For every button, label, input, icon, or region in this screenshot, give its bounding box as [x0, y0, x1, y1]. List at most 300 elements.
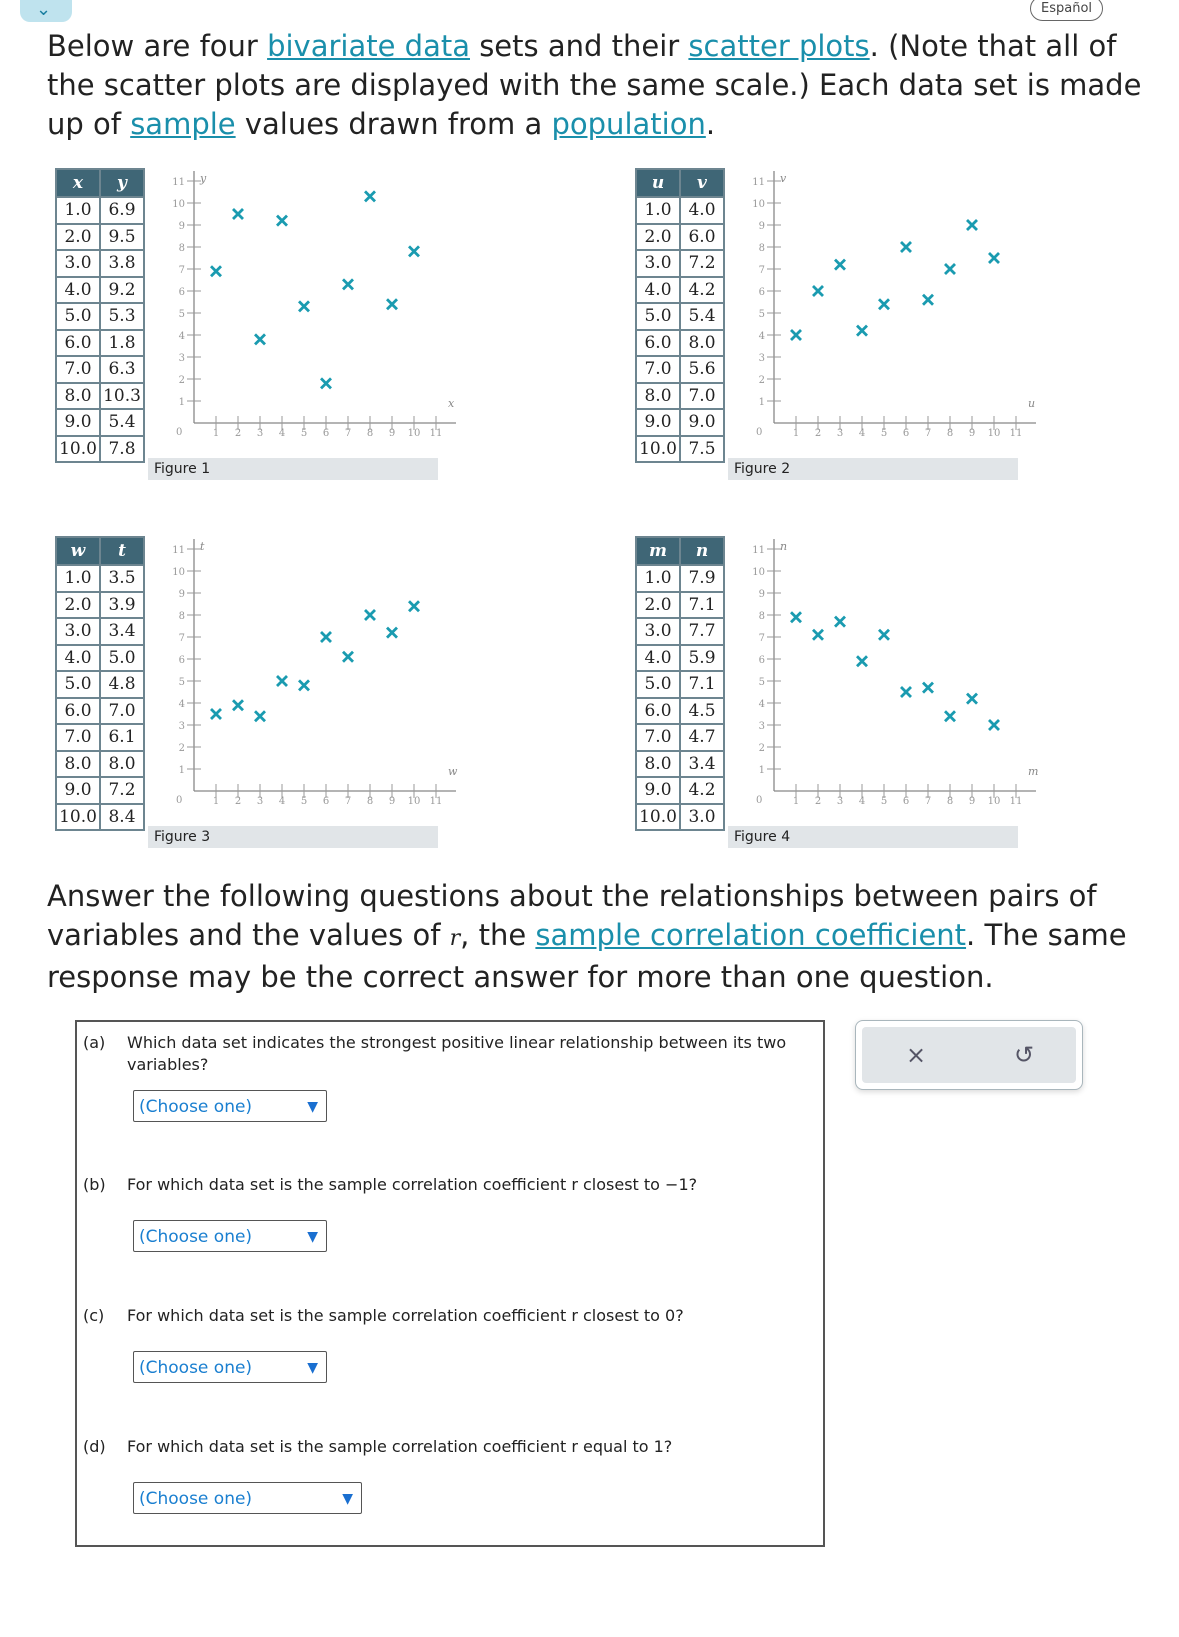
dropdown-arrow-icon: ▼ — [307, 1360, 318, 1376]
table-row — [636, 303, 724, 330]
x-tick-label: 6 — [902, 428, 910, 439]
cell-x: 6.0 — [636, 330, 680, 357]
table-row — [636, 777, 724, 804]
cell-x: 3.0 — [56, 618, 100, 645]
cell-x: 9.0 — [56, 777, 100, 804]
answer-c-select[interactable] — [133, 1351, 327, 1383]
data-point — [277, 676, 287, 686]
cell-x: 8.0 — [56, 383, 100, 410]
figure-label: Figure 3 — [148, 826, 438, 848]
cell-x: 9.0 — [636, 777, 680, 804]
answer-d-select[interactable] — [133, 1482, 362, 1514]
cell-y: 7.5 — [680, 436, 724, 463]
question-label: (d) — [83, 1437, 106, 1456]
x-tick-label: 3 — [836, 796, 844, 807]
x-tick-label: 5 — [300, 428, 308, 439]
data-point — [277, 216, 287, 226]
cell-y: 9.0 — [680, 409, 724, 436]
cell-x: 2.0 — [56, 592, 100, 619]
y-tick-label: 4 — [178, 699, 185, 710]
intro-text-2: sets and their — [469, 29, 689, 63]
x-tick-label: 11 — [1009, 796, 1023, 807]
cell-y: 9.5 — [100, 224, 144, 251]
x-tick-label: 11 — [429, 428, 443, 439]
cell-x: 10.0 — [636, 804, 680, 831]
cell-y: 4.8 — [100, 671, 144, 698]
cell-x: 10.0 — [56, 804, 100, 831]
x-tick-label: 10 — [987, 428, 1001, 439]
table-header — [636, 537, 724, 565]
figure-label: Figure 1 — [148, 458, 438, 480]
data-point — [211, 266, 221, 276]
cell-x: 1.0 — [636, 197, 680, 224]
data-table-2 — [635, 168, 725, 463]
cell-y: 7.0 — [680, 383, 724, 410]
cell-x: 4.0 — [636, 277, 680, 304]
y-tick-label: 5 — [758, 309, 765, 320]
instructions-text-2: , the — [460, 918, 536, 952]
y-tick-label: 6 — [758, 287, 765, 298]
y-tick-label: 10 — [172, 567, 185, 578]
x-axis-label: w — [448, 765, 458, 778]
x-tick-label: 4 — [278, 428, 286, 439]
table-row — [56, 436, 144, 463]
cell-y: 6.9 — [100, 197, 144, 224]
y-tick-label: 11 — [172, 177, 185, 188]
y-tick-label: 2 — [758, 375, 765, 386]
table-header — [636, 169, 724, 197]
x-tick-label: 8 — [946, 796, 954, 807]
data-point — [299, 680, 309, 690]
bivariate-data-link[interactable]: bivariate data — [267, 29, 470, 63]
column-header: m — [636, 537, 680, 565]
cell-y: 3.0 — [680, 804, 724, 831]
cell-y: 1.8 — [100, 330, 144, 357]
cell-x: 8.0 — [636, 383, 680, 410]
y-tick-label: 10 — [752, 199, 765, 210]
cell-y: 7.7 — [680, 618, 724, 645]
question-label: (a) — [83, 1033, 106, 1052]
y-tick-label: 11 — [752, 177, 765, 188]
table-row — [56, 224, 144, 251]
table-row — [56, 565, 144, 592]
x-tick-label: 9 — [388, 796, 396, 807]
x-axis-label: u — [1028, 397, 1036, 410]
table-row — [56, 303, 144, 330]
cell-x: 3.0 — [636, 250, 680, 277]
instructions-text-1: Answer the following questions about the relationships between pairs of variables and the values of — [47, 879, 1097, 952]
table-row — [56, 777, 144, 804]
cell-x: 6.0 — [56, 330, 100, 357]
x-tick-label: 1 — [212, 428, 220, 439]
column-header: t — [100, 537, 144, 565]
data-point — [255, 334, 265, 344]
data-point — [321, 632, 331, 642]
table-row — [56, 618, 144, 645]
y-tick-label: 7 — [178, 633, 185, 644]
dropdown-arrow-icon: ▼ — [307, 1099, 318, 1115]
x-tick-label: 2 — [234, 796, 242, 807]
chevron-down-icon: ⌄ — [36, 0, 52, 20]
cell-x: 6.0 — [636, 698, 680, 725]
cell-y: 5.6 — [680, 356, 724, 383]
table-row — [636, 671, 724, 698]
y-tick-label: 11 — [752, 545, 765, 556]
clear-button[interactable]: × — [906, 1041, 927, 1069]
data-point — [857, 656, 867, 666]
instructions — [47, 877, 1167, 997]
y-tick-label: 9 — [758, 589, 765, 600]
table-row — [636, 698, 724, 725]
cell-x: 5.0 — [56, 671, 100, 698]
data-point — [967, 220, 977, 230]
cell-x: 9.0 — [56, 409, 100, 436]
data-point — [791, 612, 801, 622]
collapse-button[interactable] — [20, 0, 72, 22]
data-point — [365, 191, 375, 201]
intro-text-1: Below are four — [47, 29, 268, 63]
x-tick-label: 4 — [278, 796, 286, 807]
x-tick-label: 11 — [1009, 428, 1023, 439]
instructions-text-3: . The same response may be the correct answer for more than one question. — [47, 918, 1127, 994]
y-tick-label: 9 — [178, 221, 185, 232]
table-row — [56, 383, 144, 410]
data-point — [211, 709, 221, 719]
data-point — [343, 652, 353, 662]
cell-y: 4.2 — [680, 777, 724, 804]
table-row — [636, 330, 724, 357]
intro-text-5: . — [705, 107, 716, 141]
figure-label: Figure 2 — [728, 458, 1018, 480]
table-row — [56, 409, 144, 436]
cell-y: 3.9 — [100, 592, 144, 619]
table-row — [56, 671, 144, 698]
data-point — [923, 683, 933, 693]
table-row — [636, 356, 724, 383]
answer-a-select[interactable] — [133, 1090, 327, 1122]
population-link[interactable]: population — [551, 107, 706, 141]
table-row — [56, 250, 144, 277]
y-tick-label: 10 — [172, 199, 185, 210]
y-tick-label: 3 — [758, 353, 765, 364]
y-tick-label: 9 — [758, 221, 765, 232]
data-point — [945, 711, 955, 721]
cell-x: 7.0 — [636, 356, 680, 383]
dropdown-arrow-icon: ▼ — [342, 1491, 353, 1507]
scatter-plot-1 — [150, 170, 455, 450]
cell-y: 7.8 — [100, 436, 144, 463]
data-point — [813, 630, 823, 640]
cell-y: 6.1 — [100, 724, 144, 751]
table-row — [56, 330, 144, 357]
table-row — [636, 724, 724, 751]
scatter-plots-link[interactable]: scatter plots — [688, 29, 870, 63]
cell-y: 5.0 — [100, 645, 144, 672]
y-tick-label: 10 — [752, 567, 765, 578]
r-symbol: r — [449, 926, 461, 951]
cell-x: 1.0 — [636, 565, 680, 592]
data-point — [387, 628, 397, 638]
data-point — [879, 299, 889, 309]
y-axis-label: v — [780, 172, 787, 185]
column-header: w — [56, 537, 100, 565]
y-axis-label: t — [200, 540, 205, 553]
data-table-4 — [635, 536, 725, 831]
x-tick-label: 1 — [792, 428, 800, 439]
cell-y: 7.2 — [680, 250, 724, 277]
table-row — [636, 250, 724, 277]
question-text: For which data set is the sample correlation coefficient r closest to 0? — [127, 1306, 684, 1325]
x-tick-label: 3 — [256, 796, 264, 807]
scatter-plot-2 — [730, 170, 1036, 450]
table-row — [636, 383, 724, 410]
cell-x: 6.0 — [56, 698, 100, 725]
y-tick-label: 6 — [178, 287, 185, 298]
y-tick-label: 1 — [178, 765, 185, 776]
cell-x: 1.0 — [56, 197, 100, 224]
select-value: (Choose one) — [139, 1097, 253, 1117]
y-tick-label: 6 — [178, 655, 185, 666]
data-point — [343, 279, 353, 289]
cell-y: 3.4 — [680, 751, 724, 778]
y-tick-label: 8 — [758, 243, 765, 254]
cell-y: 10.3 — [100, 383, 144, 410]
data-point — [879, 630, 889, 640]
question-label: (c) — [83, 1306, 105, 1325]
cell-x: 8.0 — [636, 751, 680, 778]
question-label: (b) — [83, 1175, 106, 1194]
y-tick-label: 8 — [178, 611, 185, 622]
table-row — [636, 804, 724, 831]
undo-button[interactable]: ↺ — [1014, 1041, 1035, 1069]
select-value: (Choose one) — [139, 1489, 253, 1509]
cell-y: 6.0 — [680, 224, 724, 251]
data-table-3 — [55, 536, 145, 831]
cell-x: 8.0 — [56, 751, 100, 778]
question-text: Which data set indicates the strongest positive linear relationship between its two variables? — [127, 1033, 787, 1074]
language-button[interactable]: Español — [1030, 0, 1103, 21]
data-point — [791, 330, 801, 340]
data-point — [901, 242, 911, 252]
y-tick-label: 4 — [758, 331, 765, 342]
table-row — [636, 618, 724, 645]
table-row — [56, 724, 144, 751]
answer-b-select[interactable] — [133, 1220, 327, 1252]
column-header: y — [100, 169, 144, 197]
cell-y: 7.1 — [680, 592, 724, 619]
cell-y: 4.5 — [680, 698, 724, 725]
column-header: x — [56, 169, 100, 197]
data-point — [901, 687, 911, 697]
sample-link[interactable]: sample — [130, 107, 236, 141]
tick-label-origin: 0 — [756, 795, 763, 806]
y-tick-label: 5 — [178, 309, 185, 320]
y-tick-label: 6 — [758, 655, 765, 666]
x-tick-label: 5 — [880, 428, 888, 439]
cell-y: 5.9 — [680, 645, 724, 672]
table-row — [636, 277, 724, 304]
data-table-1 — [55, 168, 145, 463]
y-tick-label: 5 — [178, 677, 185, 688]
cell-x: 1.0 — [56, 565, 100, 592]
table-row — [636, 565, 724, 592]
y-tick-label: 8 — [178, 243, 185, 254]
data-point — [989, 720, 999, 730]
table-row — [56, 197, 144, 224]
y-tick-label: 1 — [758, 397, 765, 408]
sample-correlation-coefficient-link[interactable]: sample correlation coefficient — [535, 918, 967, 952]
data-point — [835, 617, 845, 627]
cell-x: 5.0 — [636, 671, 680, 698]
table-row — [56, 277, 144, 304]
x-tick-label: 1 — [792, 796, 800, 807]
table-header — [56, 169, 144, 197]
answer-tools — [855, 1020, 1083, 1090]
table-row — [636, 751, 724, 778]
tick-label-origin: 0 — [756, 427, 763, 438]
x-tick-label: 6 — [322, 428, 330, 439]
data-point — [321, 378, 331, 388]
data-point — [409, 246, 419, 256]
table-header — [56, 537, 144, 565]
table-row — [56, 645, 144, 672]
table-row — [636, 592, 724, 619]
x-axis-label: m — [1028, 765, 1039, 778]
cell-y: 7.9 — [680, 565, 724, 592]
x-tick-label: 7 — [924, 796, 932, 807]
cell-y: 6.3 — [100, 356, 144, 383]
x-tick-label: 8 — [366, 428, 374, 439]
cell-x: 5.0 — [56, 303, 100, 330]
data-point — [233, 700, 243, 710]
x-tick-label: 10 — [407, 796, 421, 807]
intro-text-4: values drawn from a — [235, 107, 552, 141]
x-tick-label: 10 — [407, 428, 421, 439]
data-point — [945, 264, 955, 274]
cell-y: 7.0 — [100, 698, 144, 725]
column-header: v — [680, 169, 724, 197]
x-tick-label: 4 — [858, 428, 866, 439]
select-value: (Choose one) — [139, 1358, 253, 1378]
table-row — [56, 751, 144, 778]
cell-y: 9.2 — [100, 277, 144, 304]
data-point — [387, 299, 397, 309]
y-tick-label: 4 — [758, 699, 765, 710]
cell-y: 7.1 — [680, 671, 724, 698]
data-point — [923, 295, 933, 305]
y-tick-label: 2 — [178, 375, 185, 386]
y-tick-label: 3 — [178, 721, 185, 732]
y-tick-label: 7 — [178, 265, 185, 276]
y-tick-label: 3 — [178, 353, 185, 364]
data-point — [989, 253, 999, 263]
cell-x: 9.0 — [636, 409, 680, 436]
cell-x: 4.0 — [56, 645, 100, 672]
data-point — [813, 286, 823, 296]
x-tick-label: 5 — [300, 796, 308, 807]
tick-label-origin: 0 — [176, 427, 183, 438]
cell-x: 2.0 — [636, 224, 680, 251]
y-tick-label: 1 — [178, 397, 185, 408]
tick-label-origin: 0 — [176, 795, 183, 806]
cell-x: 3.0 — [56, 250, 100, 277]
x-tick-label: 7 — [344, 796, 352, 807]
cell-x: 4.0 — [636, 645, 680, 672]
data-point — [299, 301, 309, 311]
cell-y: 4.0 — [680, 197, 724, 224]
cell-y: 4.7 — [680, 724, 724, 751]
cell-y: 3.4 — [100, 618, 144, 645]
y-tick-label: 9 — [178, 589, 185, 600]
cell-x: 7.0 — [56, 724, 100, 751]
x-tick-label: 9 — [388, 428, 396, 439]
x-axis-label: x — [448, 397, 455, 410]
x-tick-label: 9 — [968, 796, 976, 807]
x-tick-label: 8 — [366, 796, 374, 807]
cell-x: 4.0 — [56, 277, 100, 304]
scatter-plot-4 — [730, 538, 1039, 818]
table-row — [56, 804, 144, 831]
y-tick-label: 8 — [758, 611, 765, 622]
cell-y: 8.0 — [680, 330, 724, 357]
cell-x: 5.0 — [636, 303, 680, 330]
cell-y: 8.4 — [100, 804, 144, 831]
cell-y: 5.4 — [100, 409, 144, 436]
x-tick-label: 6 — [322, 796, 330, 807]
table-row — [636, 197, 724, 224]
table-row — [636, 409, 724, 436]
cell-x: 2.0 — [56, 224, 100, 251]
x-tick-label: 7 — [924, 428, 932, 439]
table-row — [56, 592, 144, 619]
x-tick-label: 5 — [880, 796, 888, 807]
y-tick-label: 5 — [758, 677, 765, 688]
cell-y: 4.2 — [680, 277, 724, 304]
y-axis-label: n — [780, 540, 788, 553]
cell-y: 7.2 — [100, 777, 144, 804]
cell-x: 7.0 — [56, 356, 100, 383]
x-tick-label: 6 — [902, 796, 910, 807]
data-point — [233, 209, 243, 219]
data-point — [365, 610, 375, 620]
x-tick-label: 11 — [429, 796, 443, 807]
x-tick-label: 3 — [256, 428, 264, 439]
x-tick-label: 2 — [814, 428, 822, 439]
question-text: For which data set is the sample correlation coefficient r closest to −1? — [127, 1175, 698, 1194]
x-tick-label: 7 — [344, 428, 352, 439]
y-axis-label: y — [200, 172, 207, 185]
y-tick-label: 7 — [758, 265, 765, 276]
data-point — [255, 711, 265, 721]
data-point — [857, 326, 867, 336]
column-header: n — [680, 537, 724, 565]
figure-label: Figure 4 — [728, 826, 1018, 848]
y-tick-label: 1 — [758, 765, 765, 776]
x-tick-label: 3 — [836, 428, 844, 439]
x-tick-label: 1 — [212, 796, 220, 807]
data-point — [967, 694, 977, 704]
column-header: u — [636, 169, 680, 197]
cell-y: 5.3 — [100, 303, 144, 330]
intro-text — [47, 27, 1157, 144]
y-tick-label: 2 — [178, 743, 185, 754]
questions-panel — [75, 1020, 825, 1547]
x-tick-label: 8 — [946, 428, 954, 439]
y-tick-label: 4 — [178, 331, 185, 342]
question-text: For which data set is the sample correlation coefficient r equal to 1? — [127, 1437, 673, 1456]
table-row — [636, 645, 724, 672]
data-point — [835, 260, 845, 270]
